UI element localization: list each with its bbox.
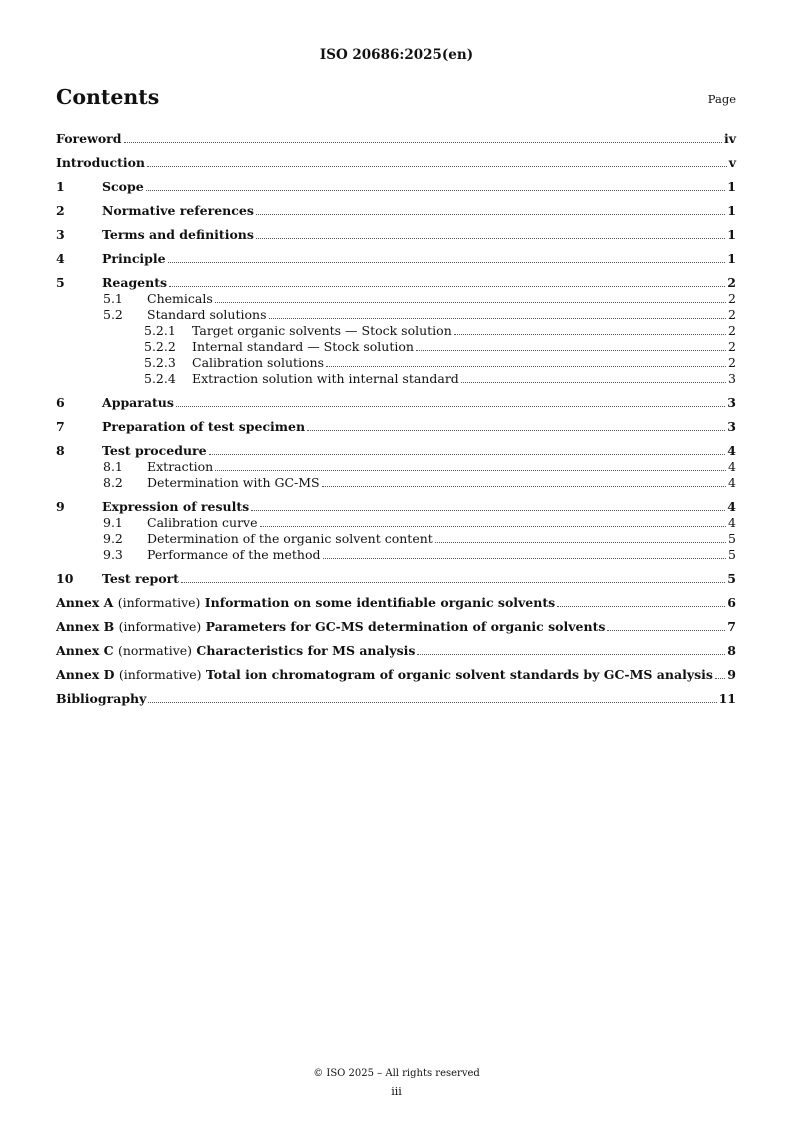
toc-entry-label: Preparation of test specimen [102, 419, 306, 434]
toc-entry[interactable] [56, 640, 736, 658]
toc-entry-number: 6 [56, 395, 65, 410]
toc-entry-number: 5.2 [103, 307, 123, 322]
toc-entry[interactable] [56, 200, 736, 218]
toc-entry-number: 5.2.4 [144, 371, 176, 386]
toc-entry[interactable] [56, 368, 736, 386]
annex-id: Annex C [56, 643, 114, 658]
toc-entry-page: 4 [727, 443, 736, 458]
dot-leader [454, 334, 726, 335]
dot-leader [251, 510, 725, 511]
toc-entry-label: Introduction [56, 155, 146, 170]
toc-entry-number: 5.1 [103, 291, 123, 306]
dot-leader [256, 214, 725, 215]
toc-entry[interactable] [56, 392, 736, 410]
dot-leader [256, 238, 725, 239]
toc-entry-label: Test procedure [102, 443, 207, 458]
toc-entry-label: Terms and definitions [102, 227, 254, 242]
annex-qualifier: (informative) [118, 619, 202, 634]
toc-entry-page: 1 [727, 179, 736, 194]
toc-entry-label: Standard solutions [147, 307, 267, 322]
toc-entry-label: Expression of results [102, 499, 250, 514]
dot-leader [209, 454, 726, 455]
toc-entry-number: 5.2.1 [144, 323, 176, 338]
toc-entry-page: 2 [728, 355, 736, 370]
toc-entry-page: 9 [727, 667, 736, 682]
toc-entry-page: v [728, 155, 736, 170]
dot-leader [148, 702, 716, 703]
dot-leader [169, 286, 725, 287]
toc-entry-page: iv [723, 131, 736, 146]
toc-entry-label: Extraction [147, 459, 214, 474]
toc-entry-label: Determination with GC-MS [147, 475, 320, 490]
toc-entry[interactable] [56, 568, 736, 586]
toc-entry-label: Reagents [102, 275, 168, 290]
toc-entry-page: 3 [727, 419, 736, 434]
toc-entry-number: 8.1 [103, 459, 123, 474]
toc-entry-page: 4 [728, 515, 736, 530]
toc-entry-number: 9 [56, 499, 65, 514]
dot-leader [260, 526, 727, 527]
dot-leader [307, 430, 725, 431]
dot-leader [435, 542, 726, 543]
dot-leader [461, 382, 726, 383]
toc-entry-number: 8.2 [103, 475, 123, 490]
toc-entry-page: 5 [727, 571, 736, 586]
toc-entry-page: 3 [728, 371, 736, 386]
page-number: iii [391, 1085, 402, 1098]
toc-entry[interactable] [56, 224, 736, 242]
annex-title: Information on some identifiable organic solvents [204, 595, 556, 610]
toc-entry-number: 3 [56, 227, 65, 242]
annex-qualifier: (informative) [117, 595, 201, 610]
toc-entry[interactable] [56, 592, 736, 610]
toc-entry-page: 6 [727, 595, 736, 610]
toc-entry-label: Internal standard — Stock solution [192, 339, 414, 354]
toc-entry-label: Test report [102, 571, 179, 586]
toc-entry-label: Normative references [102, 203, 254, 218]
dot-leader [417, 654, 725, 655]
toc-entry-label: Apparatus [102, 395, 174, 410]
toc-entry-number: 9.3 [103, 547, 123, 562]
toc-entry-label: Performance of the method [147, 547, 321, 562]
annex-title: Parameters for GC-MS determination of organic solvents [205, 619, 606, 634]
toc-entry-page: 2 [728, 339, 736, 354]
toc-entry[interactable] [56, 128, 736, 146]
toc-entry[interactable] [56, 472, 736, 490]
toc-entry-page: 4 [728, 475, 736, 490]
toc-entry-label: Determination of the organic solvent content [147, 531, 433, 546]
annex-qualifier: (informative) [118, 667, 202, 682]
toc-entry[interactable] [56, 544, 736, 562]
toc-entry-label: Extraction solution with internal standard [192, 371, 459, 386]
toc-entry-page: 11 [718, 691, 736, 706]
toc-entry-page: 4 [727, 499, 736, 514]
toc-entry-number: 5 [56, 275, 65, 290]
toc-entry-label [56, 667, 713, 682]
annex-id: Annex A [56, 595, 114, 610]
toc-entry-label: Principle [102, 251, 166, 266]
toc-entry-number: 1 [56, 179, 65, 194]
toc-entry-label [56, 643, 415, 658]
toc-entry-page: 2 [727, 275, 736, 290]
toc-entry-number: 5.2.3 [144, 355, 176, 370]
annex-title: Total ion chromatogram of organic solvent standards by GC-MS analysis [205, 667, 713, 682]
toc-entry-label: Calibration curve [147, 515, 258, 530]
dot-leader [147, 166, 727, 167]
toc-entry-label [56, 619, 605, 634]
toc-entry-page: 8 [727, 643, 736, 658]
toc-entry-number: 9.1 [103, 515, 123, 530]
toc-entry-label: Chemicals [147, 291, 213, 306]
dot-leader [168, 262, 726, 263]
toc-entry-number: 7 [56, 419, 65, 434]
toc-entry-page: 7 [727, 619, 736, 634]
toc-entry[interactable] [56, 248, 736, 266]
toc-entry-page: 4 [728, 459, 736, 474]
toc-entry-label: Calibration solutions [192, 355, 325, 370]
dot-leader [176, 406, 725, 407]
toc-entry-label: Bibliography [56, 691, 147, 706]
document-id: ISO 20686:2025(en) [319, 47, 474, 63]
page-column-label: Page [707, 92, 736, 106]
dot-leader [146, 190, 726, 191]
toc-entry-page: 2 [728, 323, 736, 338]
toc-entry-number: 5.2.2 [144, 339, 176, 354]
toc-entry[interactable] [56, 688, 736, 706]
dot-leader [124, 142, 722, 143]
dot-leader [607, 630, 725, 631]
toc-entry-number: 9.2 [103, 531, 123, 546]
toc-entry-label: Target organic solvents — Stock solution [192, 323, 452, 338]
toc-entry[interactable] [56, 176, 736, 194]
dot-leader [326, 366, 726, 367]
dot-leader [557, 606, 725, 607]
toc-entry-number: 8 [56, 443, 65, 458]
toc-entry-number: 10 [56, 571, 74, 586]
dot-leader [323, 558, 727, 559]
toc-entry-number: 4 [56, 251, 65, 266]
toc-entry[interactable] [56, 416, 736, 434]
toc-entry-page: 1 [727, 203, 736, 218]
toc-entry-page: 1 [727, 227, 736, 242]
toc-entry-label: Scope [102, 179, 144, 194]
annex-id: Annex B [56, 619, 115, 634]
annex-qualifier: (normative) [117, 643, 193, 658]
dot-leader [715, 678, 725, 679]
toc-entry-page: 5 [728, 531, 736, 546]
toc-entry[interactable] [56, 664, 736, 682]
copyright-notice: © ISO 2025 – All rights reserved [313, 1068, 480, 1079]
toc-entry-page: 3 [727, 395, 736, 410]
annex-id: Annex D [56, 667, 115, 682]
dot-leader [181, 582, 725, 583]
toc-entry[interactable] [56, 616, 736, 634]
dot-leader [269, 318, 727, 319]
toc-entry-label: Foreword [56, 131, 122, 146]
annex-title: Characteristics for MS analysis [196, 643, 416, 658]
toc-entry-page: 1 [727, 251, 736, 266]
toc-entry-number: 2 [56, 203, 65, 218]
contents-title: Contents [56, 85, 160, 109]
dot-leader [215, 302, 726, 303]
toc-entry-label [56, 595, 555, 610]
dot-leader [416, 350, 726, 351]
toc-entry-page: 2 [728, 307, 736, 322]
dot-leader [215, 470, 726, 471]
toc-entry[interactable] [56, 152, 736, 170]
dot-leader [322, 486, 726, 487]
toc-entry-page: 2 [728, 291, 736, 306]
toc-entry-page: 5 [728, 547, 736, 562]
